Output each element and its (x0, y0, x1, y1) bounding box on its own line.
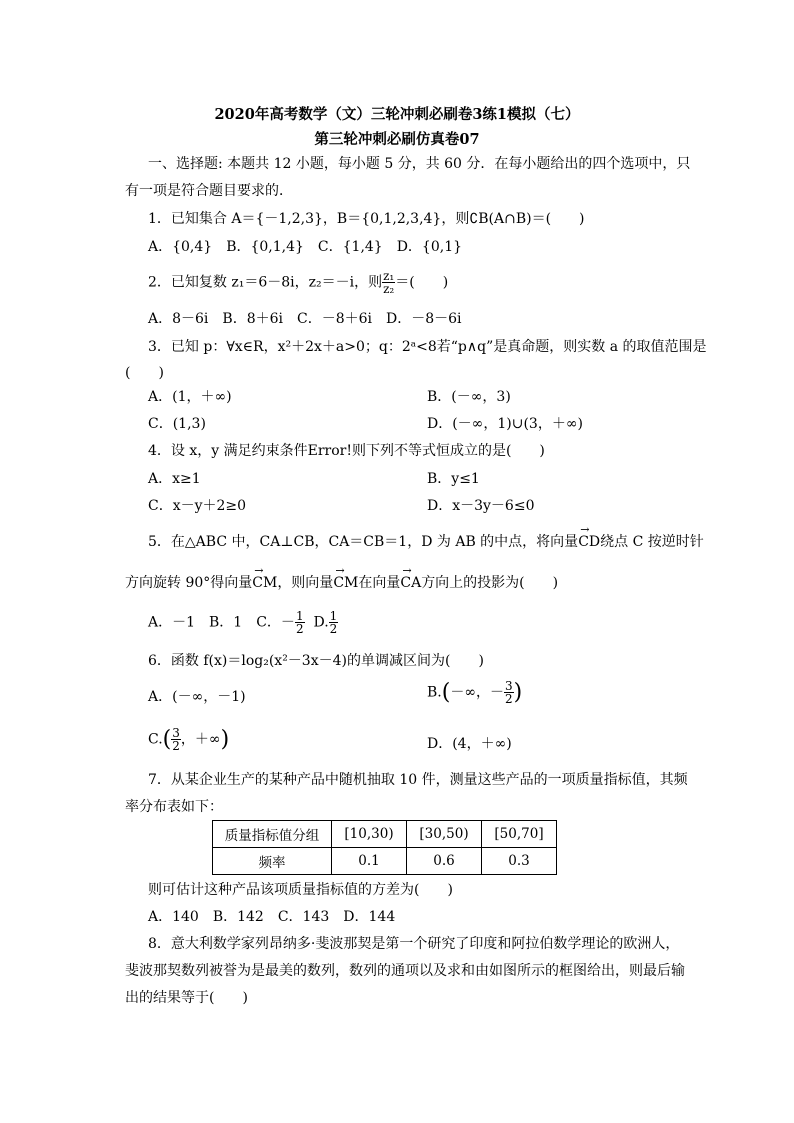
section-intro-line2: 有一项是符合题目要求的． (125, 183, 293, 199)
question-7-after-table: 则可估计这种产品该项质量指标值的方差为( ) (148, 882, 453, 898)
exam-subtitle: 第三轮冲刺必刷仿真卷07 (314, 131, 480, 148)
fraction-denominator: z₂ (383, 282, 395, 296)
question-3-option-a: A．(1，＋∞) (148, 389, 232, 405)
question-3-option-c: C．(1,3) (148, 416, 206, 432)
question-4-stem: 4．设 x，y 满足约束条件Error!则下列不等式恒成立的是( ) (148, 443, 545, 459)
question-5-option-c-fraction (295, 610, 305, 635)
fraction-numerator: 1 (295, 609, 304, 623)
fraction-numerator: 3 (172, 726, 180, 740)
question-5-option-d-label: D. (313, 614, 329, 631)
question-2-stem-end: ＝( ) (395, 274, 449, 291)
question-2-stem-text: 2．已知复数 z₁＝6－8i，z₂＝－i，则 (148, 274, 383, 291)
option-label: B. (427, 684, 442, 701)
question-5-stem-line2 (125, 572, 558, 592)
table-cell: 0.3 (482, 848, 557, 875)
question-1-stem: 1．已知集合 A＝{－1,2,3}，B＝{0,1,2,3,4}，则∁B(A∩B)＝( ) (148, 211, 585, 227)
question-3-stem: 3．已知 p：∀x∈R，x²＋2x＋a>0；q：2ᵃ<8若“p∧q”是真命题，则实数 a 的取值范围是 (148, 339, 707, 355)
fraction-denominator: 2 (295, 622, 304, 636)
fraction-numerator: 3 (505, 679, 513, 693)
table-cell: 频率 (213, 848, 332, 875)
question-6-option-a: A．(－∞，－1) (148, 689, 246, 705)
vector-cm-2: → CM (333, 575, 358, 591)
question-4-option-b: B．y≤1 (427, 471, 480, 487)
question-5-option-d-fraction (329, 610, 339, 635)
question-4-option-a: A．x≥1 (148, 471, 201, 487)
question-7-options: A．140 B．142 C．143 D．144 (148, 909, 396, 925)
question-4-option-d: D．x－3y－6≤0 (427, 498, 535, 514)
option-label: C. (148, 731, 163, 748)
table-cell: 0.6 (407, 848, 482, 875)
question-3-option-d: D．(－∞，1)∪(3，＋∞) (427, 416, 583, 432)
table-header-cell: [30,50) (407, 821, 482, 848)
exam-title: 2020年高考数学（文）三轮冲刺必刷卷3练1模拟（七） (214, 106, 580, 123)
option-text: ，＋∞ (180, 731, 221, 748)
option-fraction (504, 680, 514, 705)
vector-cd: → CD (578, 534, 600, 550)
question-2-fraction (382, 270, 395, 295)
table-header-cell: 质量指标值分组 (213, 821, 332, 848)
question-5-options-text: A．－1 B．1 C．－ (148, 614, 295, 631)
question-6-stem: 6．函数 f(x)＝log₂(x²－3x－4)的单调减区间为( ) (148, 653, 484, 669)
table-header-cell: [10,30) (332, 821, 407, 848)
question-7-stem-line1: 7．从某企业生产的某种产品中随机抽取 10 件，测量这些产品的一项质量指标值，其频 (148, 772, 688, 788)
question-5-stem (148, 531, 704, 551)
question-5-line2-d: 方向上的投影为( ) (421, 575, 559, 591)
table-cell: 0.1 (332, 848, 407, 875)
option-fraction (171, 727, 181, 752)
question-5-options (148, 610, 338, 635)
fraction-denominator: 2 (329, 622, 338, 636)
vector-ca: → CA (400, 575, 421, 591)
section-intro-line1: 一、选择题: 本题共 12 小题，每小题 5 分，共 60 分．在每小题给出的四个选项中，只 (148, 156, 691, 172)
table-row (213, 821, 557, 848)
question-6-option-c: C.( $\frac{3}{2}$ ，＋∞) (148, 726, 230, 753)
question-5-stem-end: 绕点 C 按逆时针 (600, 534, 704, 550)
question-7-stem-line2: 率分布表如下： (125, 799, 223, 815)
question-2-stem (148, 270, 448, 295)
question-3-stem-cont: ( ) (125, 365, 164, 381)
fraction-denominator: 2 (505, 692, 513, 706)
question-5-line2-b: ，则向量 (277, 575, 334, 591)
table-row (213, 848, 557, 875)
question-6-option-d: D．(4，＋∞) (427, 736, 512, 752)
question-5-stem-text: 5．在△ABC 中，CA⊥CB，CA＝CB＝1，D 为 AB 的中点，将向量 (148, 534, 579, 550)
fraction-numerator: z₁ (383, 269, 395, 283)
option-text: －∞，－ (450, 684, 505, 701)
question-8-line3: 出的结果等于( ) (125, 990, 248, 1006)
fraction-denominator: 2 (172, 739, 180, 753)
vector-cm: → CM (252, 575, 277, 591)
question-6-option-b: B.(－∞，－ $\frac{3}{2}$ ) (427, 679, 523, 706)
frequency-table (212, 820, 557, 875)
question-8-line1: 8．意大利数学家列昂纳多·斐波那契是第一个研究了印度和阿拉伯数学理论的欧洲人， (148, 936, 680, 952)
question-4-option-c: C．x－y＋2≥0 (148, 498, 247, 514)
fraction-numerator: 1 (329, 609, 338, 623)
question-2-options: A．8－6i B．8＋6i C．－8＋6i D．－8－6i (148, 311, 462, 327)
question-5-line2-a: 方向旋转 90°得向量 (125, 575, 253, 591)
question-3-option-b: B．(－∞，3) (427, 389, 511, 405)
table-header-cell: [50,70] (482, 821, 557, 848)
question-5-line2-c: 在向量 (358, 575, 401, 591)
question-1-options: A．{0,4} B．{0,1,4} C．{1,4} D．{0,1} (148, 239, 463, 255)
question-8-line2: 斐波那契数列被誉为是最美的数列，数列的通项以及求和由如图所示的框图给出，则最后输 (125, 963, 685, 979)
